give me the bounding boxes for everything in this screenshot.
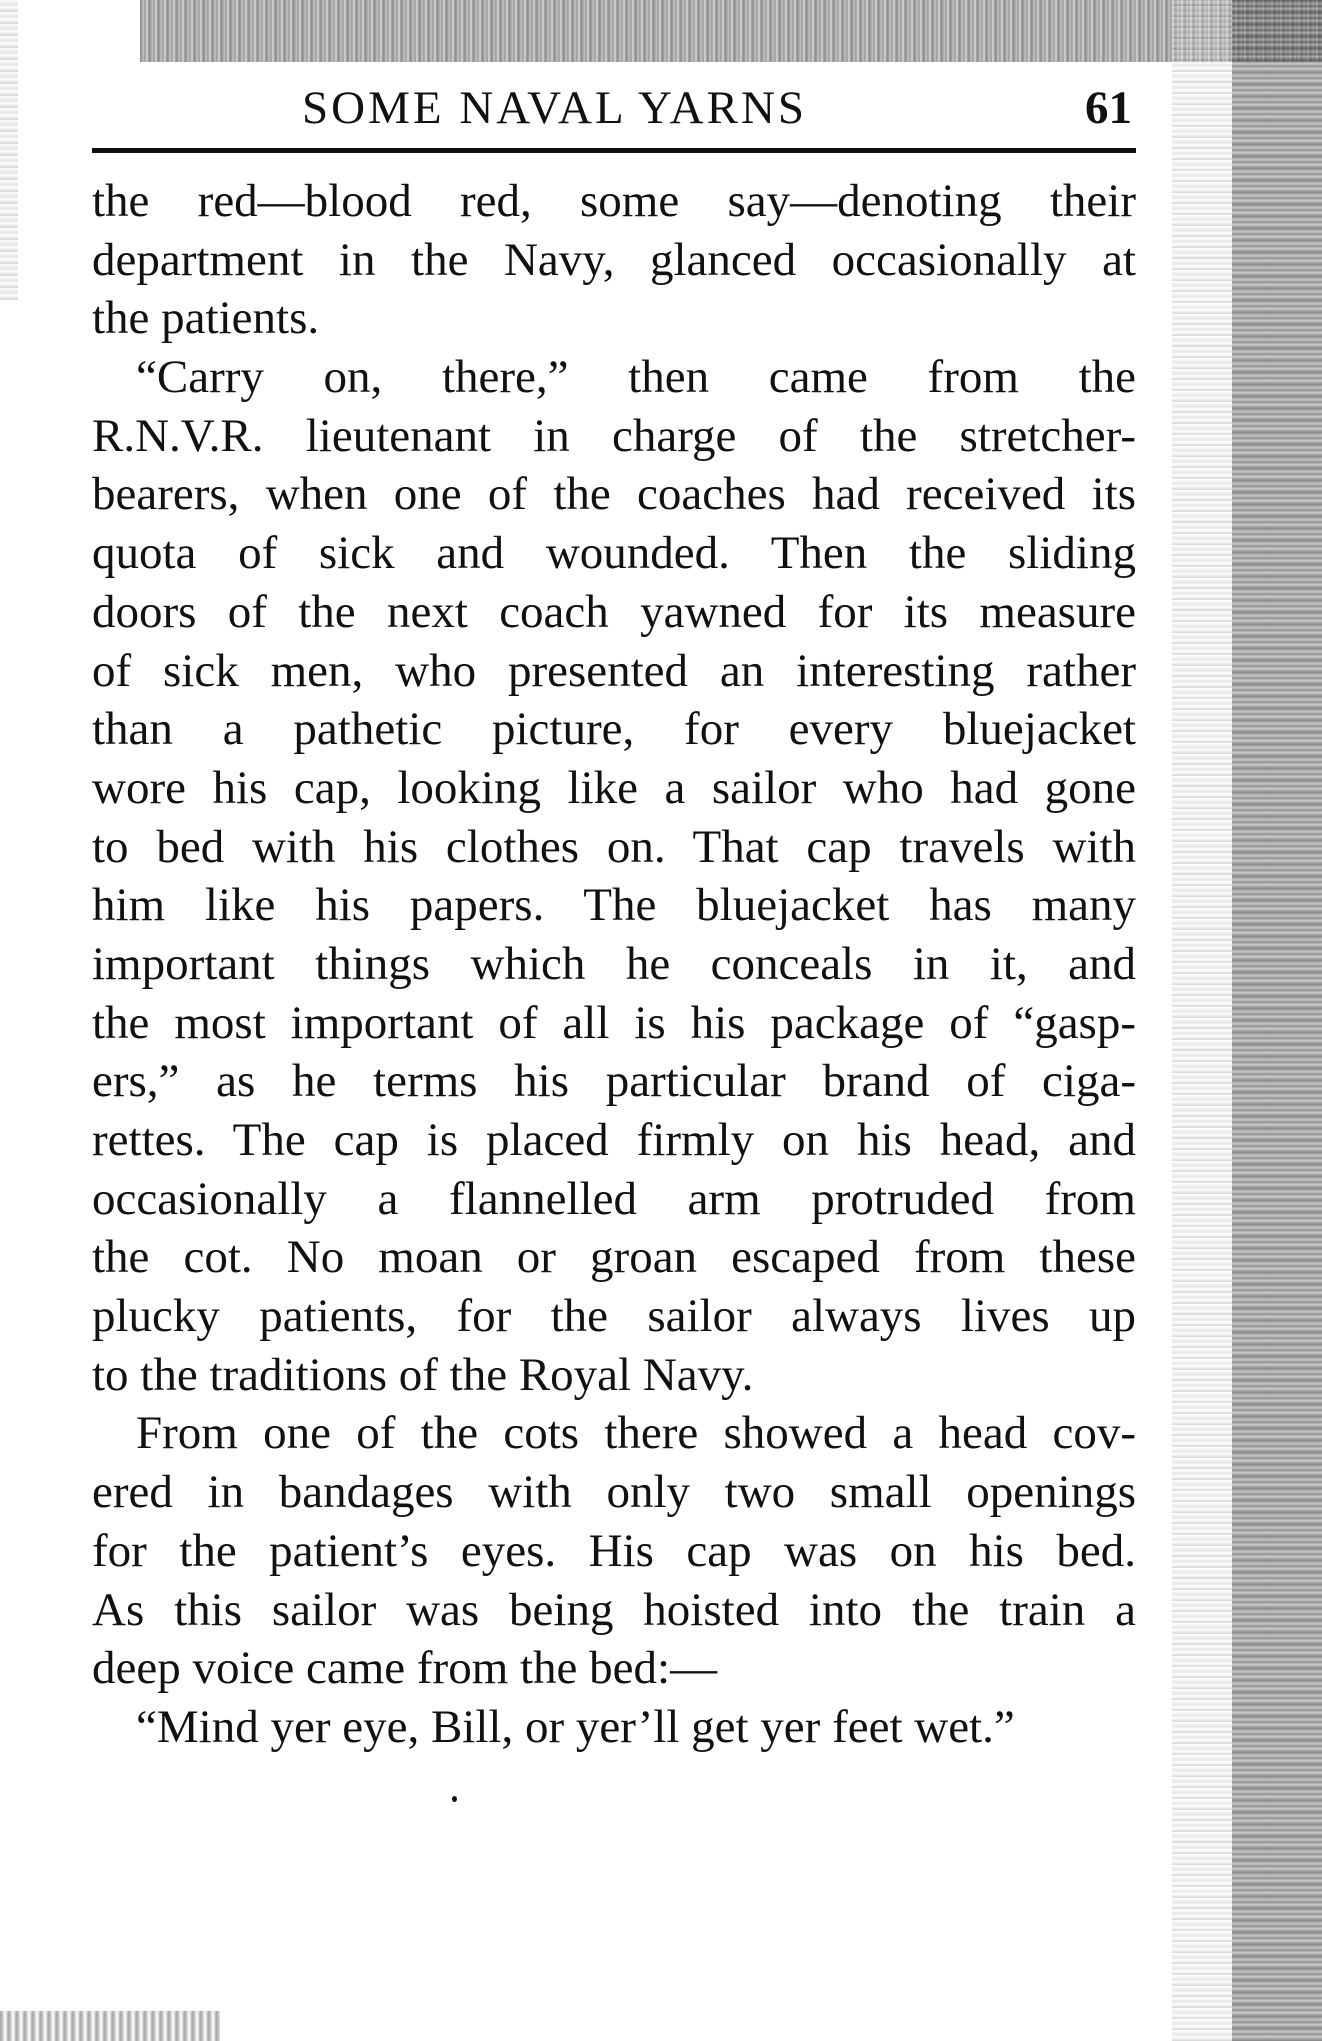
text-line: “Carry on, there,” then came from the	[136, 351, 1136, 404]
header-rule	[92, 148, 1136, 153]
scan-edge-bottom	[0, 2011, 220, 2041]
text-line: department in the Navy, glanced occasionally at	[92, 233, 1136, 286]
text-line: important things which he conceals in it, and	[92, 937, 1136, 990]
text-line: quota of sick and wounded. Then the sliding	[92, 527, 1136, 580]
text-line: rettes. The cap is placed firmly on his head, and	[92, 1114, 1136, 1166]
text-line: R.N.V.R. lieutenant in charge of the stretcher-	[92, 409, 1136, 462]
text-line: doors of the next coach yawned for its measure	[92, 585, 1136, 638]
text-line: to bed with his clothes on. That cap travels with	[92, 820, 1136, 873]
text-line: him like his papers. The bluejacket has many	[92, 879, 1136, 932]
text-line: the patients.	[92, 292, 320, 345]
text-line: than a pathetic picture, for every bluejacket	[92, 703, 1136, 756]
text-line: ered in bandages with only two small openings	[92, 1466, 1136, 1519]
text-line: to the traditions of the Royal Navy.	[92, 1348, 754, 1401]
text-line: As this sailor was being hoisted into the train a	[92, 1583, 1136, 1636]
page-header	[92, 78, 1132, 146]
text-line: ers,” as he terms his particular brand of ciga-	[92, 1055, 1136, 1108]
running-title: SOME NAVAL YARNS	[302, 82, 808, 134]
text-line: From one of the cots there showed a head cov-	[136, 1407, 1136, 1460]
text-line: occasionally a flannelled arm protruded from	[92, 1172, 1136, 1225]
text-line: wore his cap, looking like a sailor who had gone	[92, 761, 1136, 814]
text-line: plucky patients, for the sailor always lives up	[92, 1290, 1136, 1343]
text-line: of sick men, who presented an interesting rather	[92, 644, 1136, 697]
text-line: for the patient’s eyes. His cap was on his bed.	[92, 1524, 1136, 1577]
ink-speck	[452, 1796, 457, 1802]
scan-edge-left	[0, 0, 18, 300]
text-line: bearers, when one of the coaches had received its	[92, 468, 1136, 521]
text-line: “Mind yer eye, Bill, or yer’ll get yer feet wet.”	[136, 1700, 1015, 1753]
scan-edge-top	[140, 0, 1322, 62]
text-line: deep voice came from the bed:—	[92, 1642, 718, 1695]
text-line: the red—blood red, some say—denoting their	[92, 175, 1136, 227]
text-line: the cot. No moan or groan escaped from these	[92, 1231, 1136, 1284]
text-line: the most important of all is his package of “gasp-	[92, 996, 1136, 1049]
scan-edge-right-shadow	[1172, 0, 1232, 2041]
body-text	[92, 172, 1136, 1757]
page-number: 61	[1085, 82, 1132, 134]
scan-edge-right	[1232, 0, 1322, 2041]
